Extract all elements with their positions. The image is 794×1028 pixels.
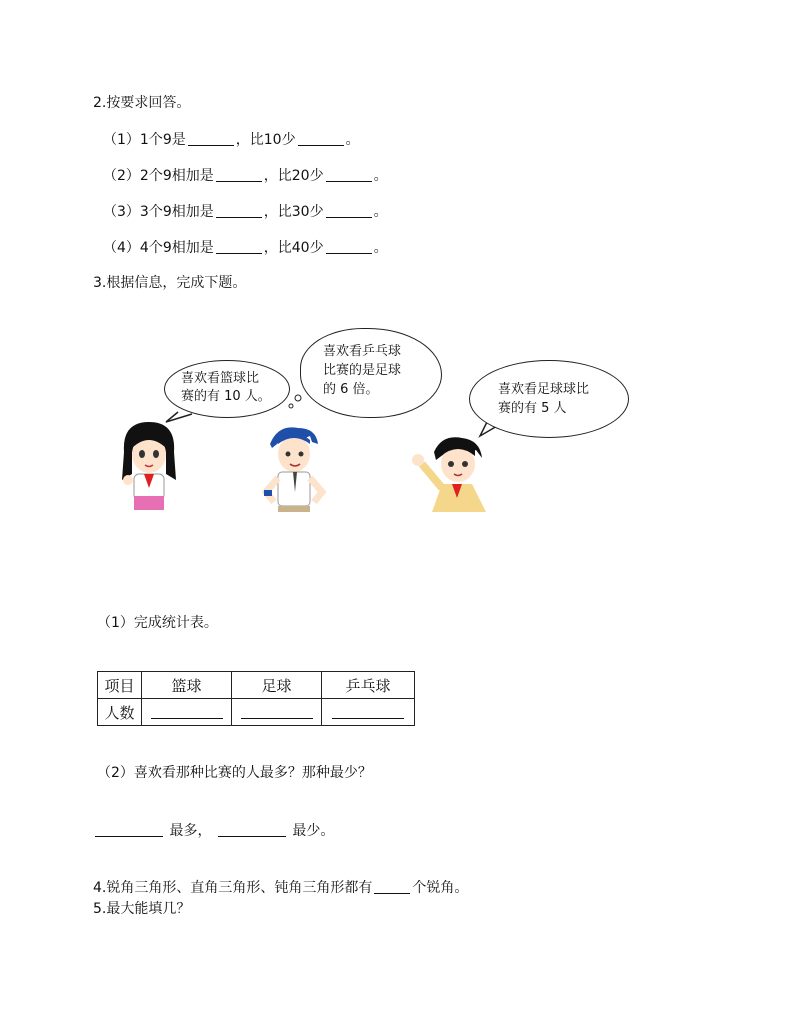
answer-blank[interactable] — [326, 239, 372, 254]
q2-item-text: 。 — [373, 168, 388, 184]
q3-sub1: （1）完成统计表。 — [97, 615, 218, 631]
q2-item-text: ，比20少 — [263, 168, 324, 184]
q2-item-text: 。 — [373, 204, 388, 220]
cartoon-illustration — [100, 318, 640, 518]
bubble-text: 喜欢看足球球比 — [498, 382, 590, 397]
answer-label: 最多， — [169, 823, 212, 839]
answer-blank[interactable] — [326, 167, 372, 182]
answer-blank[interactable] — [332, 702, 404, 719]
table-cell: 乒乓球 — [322, 672, 415, 699]
q4-text: 4.锐角三角形、直角三角形、钝角三角形都有 — [93, 880, 373, 896]
speech-bubble-right — [469, 360, 629, 438]
bubble-text: 喜欢看篮球比 — [181, 371, 260, 386]
bubble-text: 赛的有 5 人 — [498, 401, 567, 416]
q2-item-number: （2） — [103, 168, 140, 184]
q2-item-text: 4个9相加是 — [139, 240, 214, 256]
answer-blank[interactable] — [374, 879, 410, 894]
table-cell: 项目 — [98, 672, 142, 699]
answer-blank[interactable] — [151, 702, 223, 719]
q2-item-text: 2个9相加是 — [139, 168, 214, 184]
q2-item-text: 1个9是 — [139, 132, 186, 148]
q2-item-number: （1） — [103, 132, 140, 148]
answer-blank[interactable] — [241, 702, 313, 719]
q2-item-text: 。 — [345, 132, 360, 148]
q2-item-4 — [103, 238, 388, 258]
table-header-row — [98, 672, 415, 699]
q2-item-3 — [103, 202, 388, 222]
answer-blank[interactable] — [216, 203, 262, 218]
table-answer-cell[interactable] — [142, 699, 232, 726]
q3-sub2: （2）喜欢看那种比赛的人最多？那种最少？ — [97, 765, 372, 781]
q2-item-text: ，比10少 — [235, 132, 296, 148]
q2-item-number: （4） — [103, 240, 140, 256]
answer-blank[interactable] — [326, 203, 372, 218]
answer-blank[interactable] — [216, 167, 262, 182]
q2-item-text: ，比40少 — [263, 240, 324, 256]
table-row — [98, 699, 415, 726]
q2-item-2 — [103, 166, 388, 186]
table-answer-cell[interactable] — [232, 699, 322, 726]
answer-blank[interactable] — [216, 239, 262, 254]
table-cell: 篮球 — [142, 672, 232, 699]
table-cell: 足球 — [232, 672, 322, 699]
q3-sub2-answer — [93, 821, 334, 841]
answer-blank[interactable] — [95, 822, 163, 837]
answer-blank[interactable] — [298, 131, 344, 146]
bubble-text: 喜欢看乒乓球 — [323, 344, 402, 359]
bubble-text: 比赛的是足球 — [323, 363, 402, 378]
q4-text: 个锐角。 — [412, 880, 469, 896]
waving-boy-character-illustration — [406, 434, 502, 514]
q5-title: 5.最大能填几？ — [93, 901, 191, 917]
answer-blank[interactable] — [188, 131, 234, 146]
speech-bubble-middle — [300, 328, 442, 418]
q2-item-text: ，比30少 — [263, 204, 324, 220]
q2-item-text: 。 — [373, 240, 388, 256]
bubble-text: 赛的有 10 人。 — [181, 389, 271, 404]
speech-bubble-left — [164, 360, 290, 418]
answer-blank[interactable] — [218, 822, 286, 837]
q2-title: 2.按要求回答。 — [93, 95, 191, 111]
q2-item-number: （3） — [103, 204, 140, 220]
bubble-text: 的 6 倍。 — [323, 382, 379, 397]
table-answer-cell[interactable] — [322, 699, 415, 726]
answer-label: 最少。 — [292, 823, 335, 839]
q4 — [93, 878, 468, 898]
girl-character-illustration — [114, 418, 184, 514]
q3-title: 3.根据信息，完成下题。 — [93, 275, 247, 291]
statistics-table — [97, 671, 415, 726]
q2-item-1 — [103, 130, 360, 150]
q2-item-text: 3个9相加是 — [139, 204, 214, 220]
boy-character-illustration — [252, 422, 332, 512]
table-cell: 人数 — [98, 699, 142, 726]
